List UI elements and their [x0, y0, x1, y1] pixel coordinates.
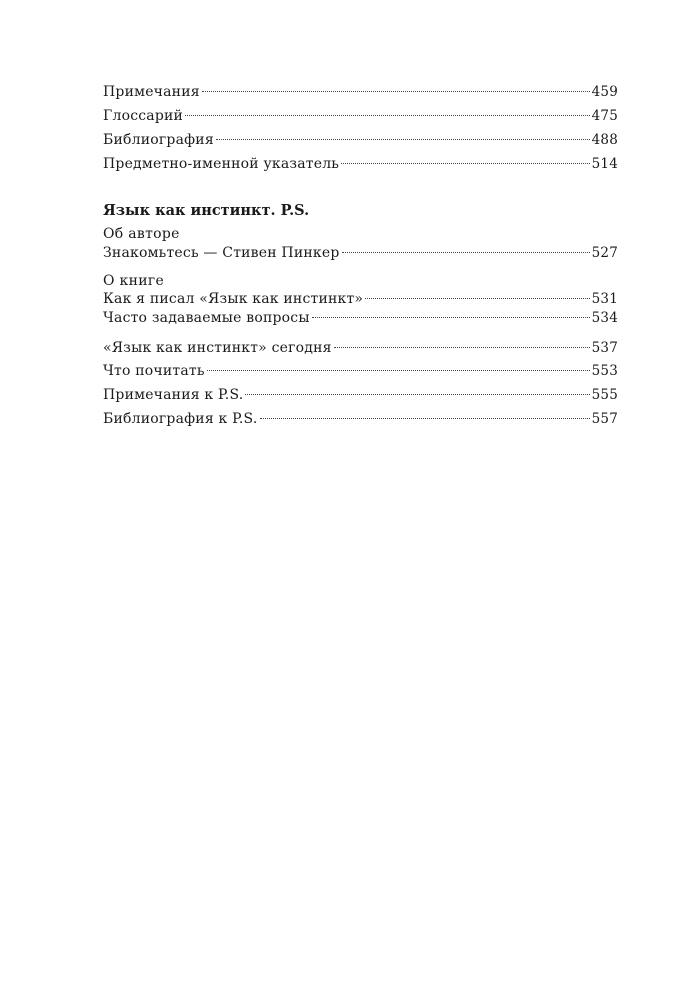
- toc-entry-page: 459: [591, 84, 618, 100]
- toc-entry-page: 475: [591, 108, 618, 124]
- toc-entry-page: 555: [591, 387, 618, 403]
- toc-entry-page: 488: [591, 132, 618, 148]
- toc-entry-further-reading[interactable]: [103, 361, 618, 381]
- toc-entry-title: Что почитать: [103, 363, 205, 379]
- dot-leader: [245, 394, 589, 395]
- toc-entry-title: Библиография: [103, 132, 214, 148]
- dot-leader: [185, 115, 590, 116]
- toc-entry-notes[interactable]: [103, 82, 618, 102]
- toc-entry-title: Часто задаваемые вопросы: [103, 310, 310, 326]
- toc-entry-ps-bibliography[interactable]: [103, 409, 618, 429]
- toc-entry-meet-pinker[interactable]: [103, 243, 618, 263]
- about-author-label: Об авторе: [103, 226, 180, 242]
- toc-entry-title: Примечания к P.S.: [103, 387, 244, 403]
- dot-leader: [260, 418, 590, 419]
- toc-entry-how-i-wrote[interactable]: [103, 289, 618, 309]
- dot-leader: [341, 163, 589, 164]
- toc-entry-glossary[interactable]: [103, 106, 618, 126]
- toc-entry-index[interactable]: [103, 154, 618, 174]
- toc-entry-title: Глоссарий: [103, 108, 184, 124]
- toc-entry-title: «Язык как инстинкт» сегодня: [103, 340, 332, 356]
- dot-leader: [207, 370, 590, 371]
- dot-leader: [342, 252, 590, 253]
- toc-entry-ps-notes[interactable]: [103, 385, 618, 405]
- toc-entry-page: 553: [591, 363, 618, 379]
- toc-entry-page: 557: [591, 411, 618, 427]
- toc-entry-title: Как я писал «Язык как инстинкт»: [103, 291, 364, 307]
- toc-entry-page: 537: [591, 340, 618, 356]
- dot-leader: [216, 139, 590, 140]
- dot-leader: [334, 347, 590, 348]
- toc-entry-faq[interactable]: [103, 308, 618, 328]
- dot-leader: [202, 91, 590, 92]
- toc-entry-title: Предметно-именной указатель: [103, 156, 340, 172]
- toc-entry-page: 534: [591, 310, 618, 326]
- dot-leader: [312, 317, 590, 318]
- toc-entry-title: Примечания: [103, 84, 200, 100]
- about-book-label: О книге: [103, 273, 165, 289]
- toc-entry-page: 514: [591, 156, 618, 172]
- toc-entry-bibliography[interactable]: [103, 130, 618, 150]
- ps-section-heading: Язык как инстинкт. P.S.: [103, 202, 310, 219]
- toc-entry-page: 531: [591, 291, 618, 307]
- toc-entry-page: 527: [591, 245, 618, 261]
- dot-leader: [365, 298, 589, 299]
- toc-entry-title: Знакомьтесь — Стивен Пинкер: [103, 245, 340, 261]
- toc-entry-title: Библиография к P.S.: [103, 411, 258, 427]
- toc-entry-today[interactable]: [103, 338, 618, 358]
